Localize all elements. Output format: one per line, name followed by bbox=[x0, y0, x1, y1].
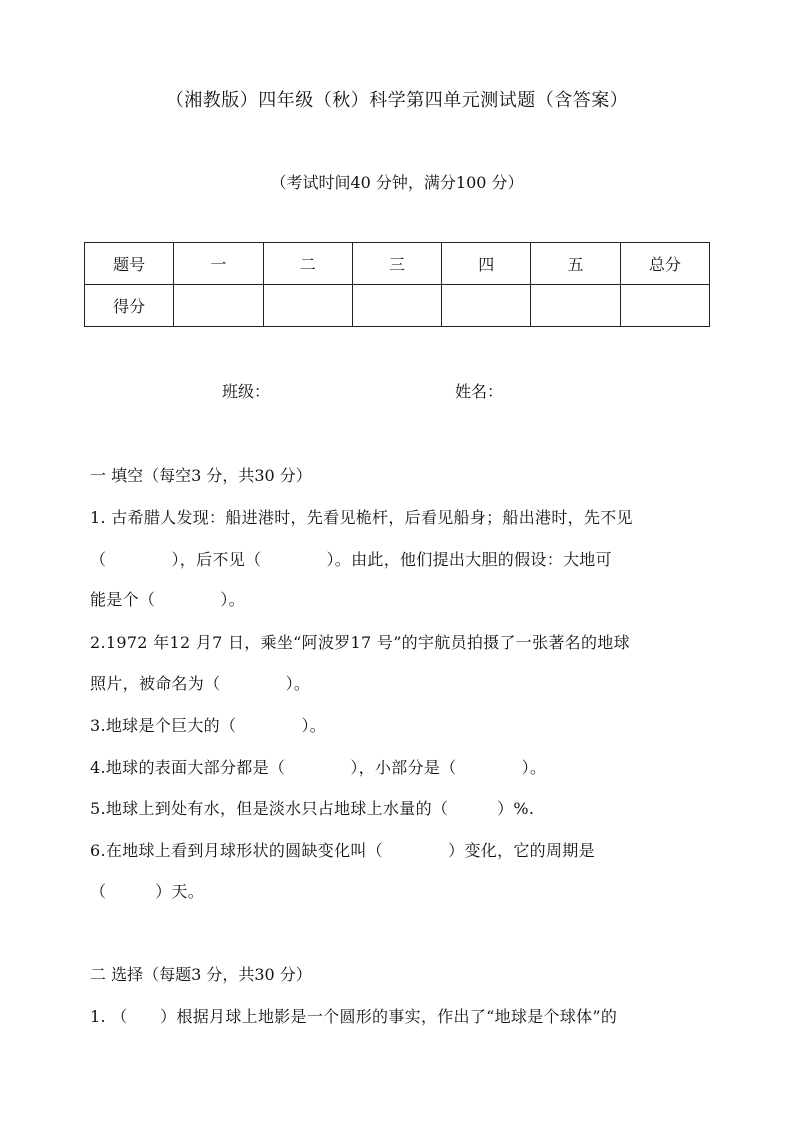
question-line: 1. 古希腊人发现：船进港时，先看见桅杆，后看见船身；船出港时，先不见 bbox=[90, 508, 633, 527]
name-label: 姓名： bbox=[455, 382, 504, 401]
table-cell: 得分 bbox=[85, 285, 174, 327]
section-heading-fill-blank: 一 填空（每空3 分，共30 分） bbox=[90, 466, 312, 485]
table-cell: 总分 bbox=[620, 243, 709, 285]
question-line: 6.在地球上看到月球形状的圆缺变化叫（ ）变化，它的周期是 bbox=[90, 841, 595, 860]
question-line: 1. （ ）根据月球上地影是一个圆形的事实，作出了“地球是个球体”的 bbox=[90, 1007, 618, 1026]
table-cell: 五 bbox=[531, 243, 620, 285]
question-line: 5.地球上到处有水，但是淡水只占地球上水量的（ ）%. bbox=[90, 799, 535, 818]
score-cell[interactable] bbox=[352, 285, 441, 327]
question-line: 照片，被命名为（ ）。 bbox=[90, 674, 311, 693]
table-cell: 题号 bbox=[85, 243, 174, 285]
table-cell: 三 bbox=[352, 243, 441, 285]
score-table-header-row bbox=[85, 243, 710, 285]
score-cell[interactable] bbox=[531, 285, 620, 327]
question-line: （ ）天。 bbox=[90, 882, 205, 901]
table-cell: 四 bbox=[442, 243, 531, 285]
question-line: 2.1972 年12 月7 日，乘坐“阿波罗17 号”的宇航员拍摄了一张著名的地球 bbox=[90, 633, 630, 652]
score-table-score-row bbox=[85, 285, 710, 327]
section-heading-multiple-choice: 二 选择（每题3 分，共30 分） bbox=[90, 965, 312, 984]
score-cell[interactable] bbox=[620, 285, 709, 327]
table-cell: 二 bbox=[263, 243, 352, 285]
question-line: 能是个（ ）。 bbox=[90, 590, 246, 609]
question-line: 3.地球是个巨大的（ ）。 bbox=[90, 716, 327, 735]
score-cell[interactable] bbox=[263, 285, 352, 327]
question-line: 4.地球的表面大部分都是（ ），小部分是（ ）。 bbox=[90, 758, 547, 777]
document-title: （湘教版）四年级（秋）科学第四单元测试题（含答案） bbox=[165, 90, 629, 111]
score-table bbox=[84, 242, 710, 327]
table-cell: 一 bbox=[174, 243, 263, 285]
score-cell[interactable] bbox=[174, 285, 263, 327]
score-cell[interactable] bbox=[442, 285, 531, 327]
question-line: （ ），后不见（ ）。由此，他们提出大胆的假设：大地可 bbox=[90, 550, 612, 569]
exam-subtitle: （考试时间40 分钟，满分100 分） bbox=[270, 173, 524, 192]
class-label: 班级： bbox=[222, 382, 271, 401]
